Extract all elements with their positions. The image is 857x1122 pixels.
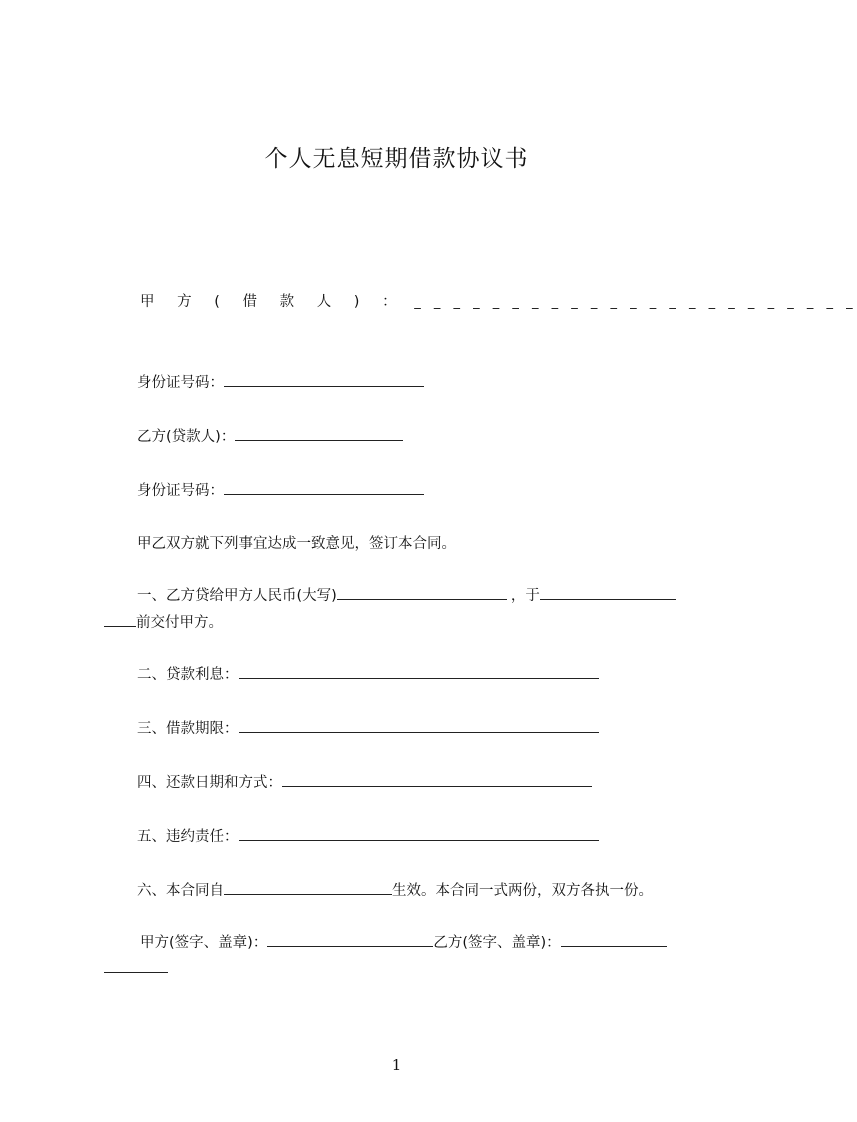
page-number: 1 [391,1056,402,1074]
party-b-label: 乙方(贷款人)： [137,429,236,445]
clause-4-label: 四、还款日期和方式： [137,775,282,791]
signature-blank-cont[interactable] [104,958,168,973]
repayment-blank[interactable] [282,772,592,787]
party-a-signature-label: 甲方(签字、盖章)： [140,935,268,951]
party-b-line [137,426,403,447]
id-line-1 [137,372,424,393]
signature-continued [104,958,168,979]
party-a-blank[interactable]: _ _ _ _ _ _ _ _ _ _ _ _ _ _ _ _ _ _ _ _ _ _ _ [414,295,857,310]
party-a-label: 甲 方 ( 借 款 人 ) ： [140,294,406,310]
party-b-signature-blank[interactable] [561,932,667,947]
id-blank-1[interactable] [224,372,424,387]
signature-line [140,932,667,953]
clause-5-line [137,826,599,847]
liability-blank[interactable] [239,826,599,841]
party-b-blank[interactable] [235,426,403,441]
interest-blank[interactable] [239,664,599,679]
clause-2-label: 二、贷款利息： [137,667,239,683]
intro-text: 甲乙双方就下列事宜达成一致意见，签订本合同。 [137,536,456,552]
party-a-line [140,292,857,313]
clause-6-suffix: 生效。本合同一式两份，双方各执一份。 [392,883,653,899]
id-label-1: 身份证号码： [137,375,224,391]
clause-6-prefix: 六、本合同自 [137,883,224,899]
id-blank-2[interactable] [224,480,424,495]
clause-1-prefix: 一、乙方贷给甲方人民币(大写) [137,588,337,604]
term-blank[interactable] [239,718,599,733]
clause-1-continued [104,612,223,633]
id-line-2 [137,480,424,501]
date-blank[interactable] [540,585,676,600]
page-title: 个人无息短期借款协议书 [264,146,529,172]
clause-3-line [137,718,599,739]
clause-1-suffix: 前交付甲方。 [136,615,223,631]
clause-1-mid: ，于 [510,588,540,604]
clause-2-line [137,664,599,685]
party-a-signature-blank[interactable] [267,932,433,947]
clause-3-label: 三、借款期限： [137,721,239,737]
id-label-2: 身份证号码： [137,483,224,499]
effective-date-blank[interactable] [224,880,392,895]
clause-5-label: 五、违约责任： [137,829,239,845]
party-b-signature-label: 乙方(签字、盖章)： [433,935,561,951]
date-blank-cont[interactable] [104,612,136,627]
clause-1-line [137,585,676,606]
amount-blank[interactable] [337,585,507,600]
clause-4-line [137,772,592,793]
clause-6-line [137,880,653,901]
